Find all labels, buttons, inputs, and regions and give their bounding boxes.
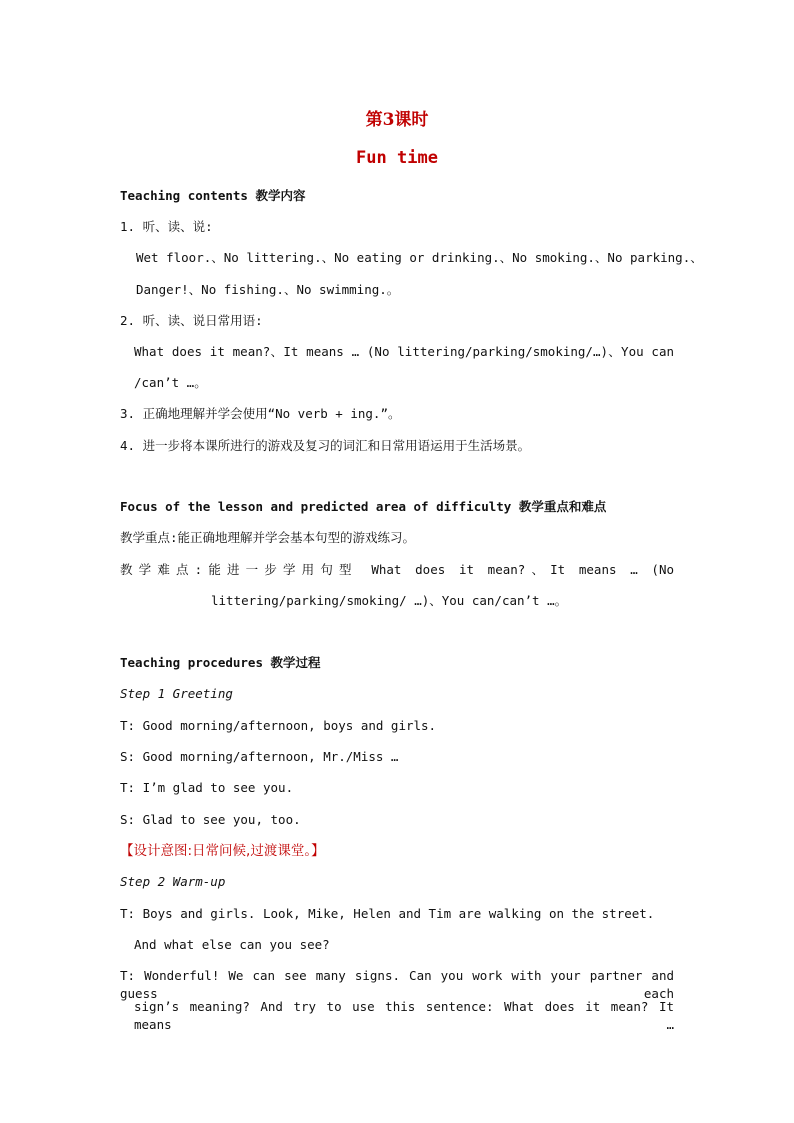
lesson-number: 第3课时 — [365, 110, 429, 130]
key-point: 教学重点:能正确地理解并学会基本句型的游戏练习。 — [120, 530, 416, 545]
step-2-heading: Step 2 Warm-up — [120, 874, 226, 889]
step-1-heading: Step 1 Greeting — [120, 686, 233, 701]
contents-item-2-line-1: What does it mean?、It means … (No littering/parking/smoking/…)、You can — [134, 344, 674, 359]
warmup-line-1: T: Boys and girls. Look, Mike, Helen and Tim are walking on the street. — [120, 906, 655, 921]
contents-item-1-line-2: Danger!、No fishing.、No swimming.。 — [136, 282, 400, 297]
dialogue-line-4: S: Glad to see you, too. — [120, 812, 301, 827]
contents-item-1-line-1: Wet floor.、No littering.、No eating or drinking.、No smoking.、No parking.、 — [136, 250, 703, 265]
contents-item-4: 4. 进一步将本课所进行的游戏及复习的词汇和日常用语运用于生活场景。 — [120, 438, 531, 453]
dialogue-line-1: T: Good morning/afternoon, boys and girls. — [120, 718, 437, 733]
contents-item-3: 3. 正确地理解并学会使用“No verb + ing.”。 — [120, 406, 401, 421]
teaching-contents-heading: Teaching contents 教学内容 — [120, 188, 306, 203]
warmup-line-2: And what else can you see? — [134, 937, 330, 952]
dialogue-line-3: T: I’m glad to see you. — [120, 780, 294, 795]
lesson-title: Fun time — [356, 148, 438, 168]
warmup-line-4: sign’s meaning? And try to use this sentence: What does it mean? It means … — [134, 999, 674, 1032]
focus-heading: Focus of the lesson and predicted area of difficulty 教学重点和难点 — [120, 499, 607, 514]
procedures-heading: Teaching procedures 教学过程 — [120, 655, 321, 670]
difficulty-line-2: littering/parking/smoking/ …)、You can/can’t …。 — [211, 593, 568, 608]
warmup-line-3: T: Wonderful! We can see many signs. Can you work with your partner and guess each — [120, 968, 674, 1001]
contents-item-2-line-2: /can’t …。 — [134, 375, 207, 390]
contents-item-2: 2. 听、读、说日常用语: — [120, 313, 263, 328]
difficulty-line-1: 教学难点:能进一步学用句型 What does it mean?、It means … (No — [120, 562, 674, 577]
design-note: 【设计意图:日常问候,过渡课堂。】 — [120, 843, 325, 859]
dialogue-line-2: S: Good morning/afternoon, Mr./Miss … — [120, 749, 399, 764]
contents-item-1: 1. 听、读、说: — [120, 219, 213, 234]
